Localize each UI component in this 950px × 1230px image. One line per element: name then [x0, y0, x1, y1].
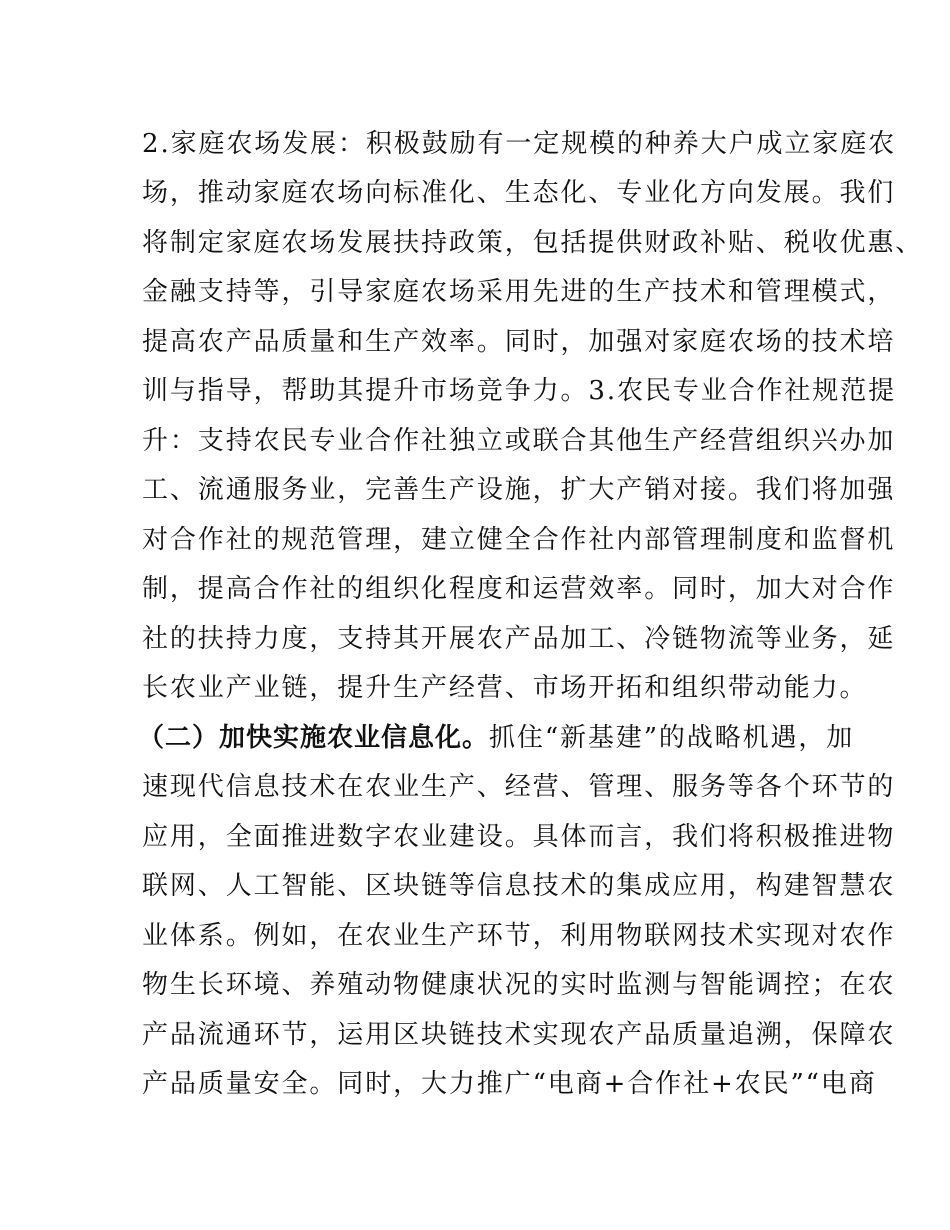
body-text-line: 制，提高合作社的组织化程度和运营效率。同时，加大对合作 [142, 574, 896, 604]
body-text-line: 工、流通服务业，完善生产设施，扩大产销对接。我们将加强 [142, 475, 896, 505]
body-text-line: 2.家庭农场发展：积极鼓励有一定规模的种养大户成立家庭农 [142, 129, 897, 159]
body-text-line: 速现代信息技术在农业生产、经营、管理、服务等各个环节的 [142, 772, 896, 802]
body-text-line: 对合作社的规范管理，建立健全合作社内部管理制度和监督机 [142, 525, 896, 555]
body-text-line: 物生长环境、养殖动物健康状况的实时监测与智能调控；在农 [142, 970, 896, 1000]
body-text-line: 产品流通环节，运用区块链技术实现农产品质量追溯，保障农 [142, 1020, 896, 1050]
body-text-line: 长农业产业链，提升生产经营、市场开拓和组织带动能力。 [142, 673, 868, 703]
body-text-line: 业体系。例如，在农业生产环节，利用物联网技术实现对农作 [142, 921, 896, 951]
body-text-line: 升：支持农民专业合作社独立或联合其他生产经营组织兴办加 [142, 426, 896, 456]
body-text-line: 提高农产品质量和生产效率。同时，加强对家庭农场的技术培 [142, 327, 896, 357]
body-text-line: 金融支持等，引导家庭农场采用先进的生产技术和管理模式， [142, 277, 896, 307]
body-text-line: 社的扶持力度，支持其开展农产品加工、冷链物流等业务，延 [142, 624, 896, 654]
body-text-line: 将制定家庭农场发展扶持政策，包括提供财政补贴、税收优惠、 [142, 228, 924, 258]
body-text-line: 训与指导，帮助其提升市场竞争力。3.农民专业合作社规范提 [142, 376, 897, 406]
body-text-line: 应用，全面推进数字农业建设。具体而言，我们将积极推进物 [142, 822, 896, 852]
section-heading: （二）加快实施农业信息化。 [138, 723, 490, 753]
section-heading-line [138, 723, 854, 753]
section-heading-continuation: 抓住“新基建”的战略机遇，加 [489, 723, 855, 753]
body-text-line: 产品质量安全。同时，大力推广“电商+合作社+农民”“电商 [142, 1069, 877, 1099]
body-text-line: 联网、人工智能、区块链等信息技术的集成应用，构建智慧农 [142, 871, 896, 901]
body-text-line: 场，推动家庭农场向标准化、生态化、专业化方向发展。我们 [142, 178, 896, 208]
